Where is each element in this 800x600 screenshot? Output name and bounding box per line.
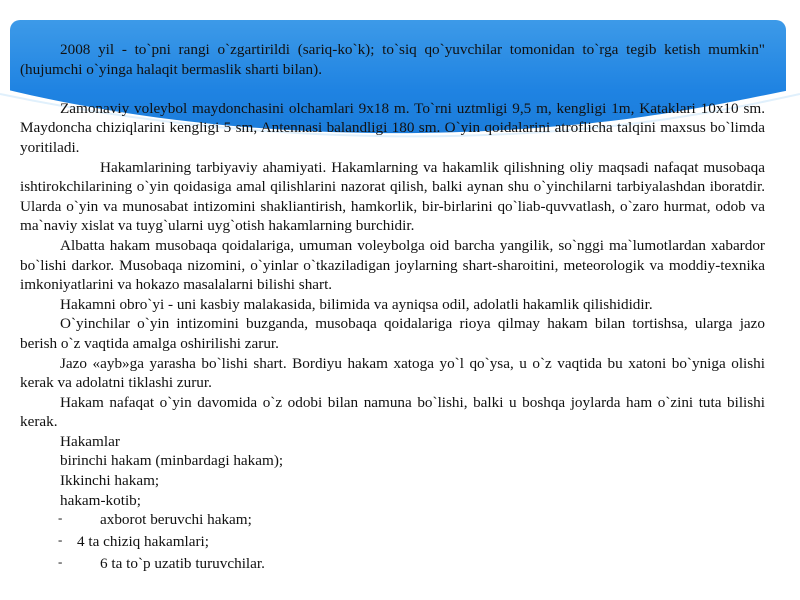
paragraph-7: Jazo «ayb»ga yarasha bo`lishi shart. Bordiyu hakam xatoga yo`l qo`ysa, u o`z vaqtida bu xatoni bo`yniga olishi kerak va adolatni tiklashi zurur. <box>20 354 765 392</box>
bullet-item-text: 4 ta chiziq hakamlari; <box>77 533 209 551</box>
paragraph-3: Hakamlarining tarbiyaviy ahamiyati. Hakamlarning va hakamlik qilishning oliy maqsadi nafaqat musobaqa ishtirokchilarining o`yin qoidasiga amal qilishlarini nazorat qilish, balki aynan shu o`yinchilarni tarbiyalashdan iboratdir. Ularda o`yin va munosabat intizomini shakliantirish, hamkorlik, bir-birlarini qo`liab-quvvatlash, o`zaro hurmat, odob va ma`naviy xislat va tuyg`ularni uyg`otish hakamlarning burchidir. <box>20 158 765 235</box>
paragraph-8: Hakam nafaqat o`yin davomida o`z odobi bilan namuna bo`lishi, balki u boshqa joylarda ham o`zini tuta bilishi kerak. <box>20 393 765 431</box>
bullet-item-text: axborot beruvchi hakam; <box>100 511 252 529</box>
paragraph-gap <box>20 79 765 99</box>
bullet-item <box>20 554 765 576</box>
dash-bullet-icon: - <box>58 532 63 548</box>
bullet-item <box>20 510 765 532</box>
list-line: hakam-kotib; <box>60 491 141 509</box>
paragraph-5: Hakamni obro`yi - uni kasbiy malakasida, bilimida va ayniqsa odil, adolatli hakamlik qilishididir. <box>60 295 653 313</box>
document-body <box>20 40 765 576</box>
paragraph-2: Zamonaviy voleybol maydonchasini olchamlari 9x18 m. To`rni uztmligi 9,5 m, kengligi 1m, Kataklari 10x10 sm. Maydoncha chiziqlarini kengligi 5 sm, Antennasi balandligi 180 sm. O`yin qoidalarini atroflicha talqini maxsus bo`limda yoritiladi. <box>20 99 765 156</box>
paragraph-4: Albatta hakam musobaqa qoidalariga, umuman voleybolga oid barcha yangilik, so`nggi ma`lumotlardan xabardor bo`lishi darkor. Musobaqa nizomini, o`yinlar o`tkaziladigan joylarning shart-sharoitini, meteorologik va moddiy-texnika imkoniyatlarini va hokazo masalalarni bilishi shart. <box>20 236 765 294</box>
paragraph-1: 2008 yil - to`pni rangi o`zgartirildi (sariq-ko`k); to`siq qo`yuvchilar tomonidan to`rga tegib ketish mumkin" (hujumchi o`yinga halaqit bermaslik sharti bilan). <box>20 41 765 78</box>
bullet-item-text: 6 ta to`p uzatib turuvchilar. <box>100 555 265 573</box>
list-line: birinchi hakam (minbardagi hakam); <box>60 452 284 470</box>
list-line: Ikkinchi hakam; <box>60 472 160 490</box>
list-heading: Hakamlar <box>60 432 120 450</box>
dash-bullet-icon: - <box>58 554 63 570</box>
paragraph-6: O`yinchilar o`yin intizomini buzganda, musobaqa qoidalariga rioya qilmay hakam bilan tortishsa, ularga jazo berish o`z vaqtida amalga oshirilishi zarur. <box>20 315 765 352</box>
bullet-item <box>20 532 765 554</box>
dash-bullet-icon: - <box>58 510 63 526</box>
